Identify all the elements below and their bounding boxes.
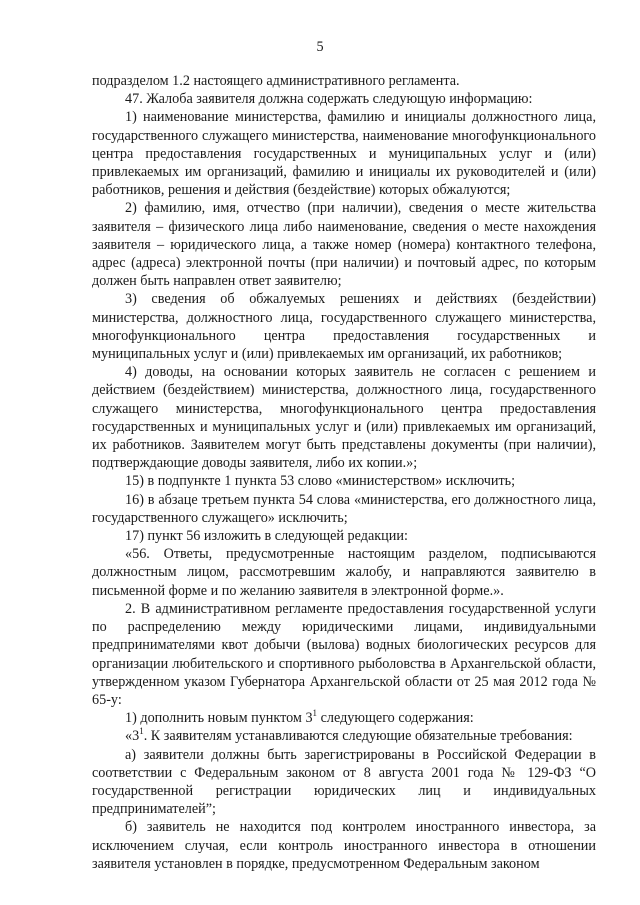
paragraph: 15) в подпункте 1 пункта 53 слово «министерством» исключить; [125, 473, 516, 490]
document-body [92, 72, 596, 873]
paragraph: 2) фамилию, имя, отчество (при наличии), сведения о месте жительства заявителя – физического лица либо наименование, сведения о месте нахождения заявителя – юридического лица, а также номер (номера) контактного телефона, адрес (адреса) электронной почты (при наличии) и почтовый адрес, по которым должен быть направлен ответ заявителю; [92, 200, 596, 290]
paragraph: 2. В административном регламенте предоставления государственной услуги по распределению между юридическими лицами, индивидуальными предпринимателями квот добычи (вылова) водных биологических ресурсов для организации любительского и спортивного рыболовства в Архангельской области, утвержденном указом Губернатора Архангельской области от 25 мая 2012 года № 65-у: [92, 600, 596, 708]
paragraph: 17) пункт 56 изложить в следующей редакции: [125, 528, 408, 545]
paragraph: 4) доводы, на основании которых заявитель не согласен с решением и действием (бездействием) министерства, должностного лица, государственного служащего министерства, многофункционального центра предоставления государственных и муниципальных услуг и (или) привлекаемых им организаций, их работников. Заявителем могут быть представлены документы (при наличии), подтверждающие доводы заявителя, либо их копии.»; [92, 364, 596, 472]
paragraph: «56. Ответы, предусмотренные настоящим разделом, подписываются должностным лицом, рассмотревшим жалобу, и направляются заявителю в письменной форме и по желанию заявителя в электронной форме.». [92, 546, 596, 599]
paragraph: а) заявители должны быть зарегистрированы в Российской Федерации в соответствии с Федеральным законом от 8 августа 2001 года № 129-ФЗ “О государственной регистрации юридических лиц и индивидуальных предпринимателей”; [92, 746, 596, 818]
paragraph: 1) дополнить новым пунктом $3^1$ следующего содержания: [125, 708, 474, 727]
paragraph: 47. Жалоба заявителя должна содержать следующую информацию: [125, 91, 533, 108]
paragraph: «$3^1$. К заявителям устанавливаются следующие обязательные требования: [125, 726, 573, 745]
paragraph: 16) в абзаце третьем пункта 54 слова «министерства, его должностного лица, государственного служащего» исключить; [92, 491, 596, 526]
paragraph: б) заявитель не находится под контролем иностранного инвестора, за исключением случая, если контроль иностранного инвестора в отношении заявителя установлен в порядке, предусмотренном Федеральным законом [92, 819, 596, 872]
page-number: 5 [316, 39, 324, 55]
paragraph: подразделом 1.2 настоящего административного регламента. [92, 73, 460, 89]
paragraph: 1) наименование министерства, фамилию и инициалы должностного лица, государственного служащего министерства, наименование многофункционального центра предоставления государственных и муниципальных услуг и (или) привлекаемых им организаций, фамилию и инициалы их руководителей и (или) работников, решения и действия (бездействие) которых обжалуются; [92, 109, 596, 199]
paragraph: 3) сведения об обжалуемых решениях и действиях (бездействии) министерства, должностного лица, государственного служащего министерства, многофункционального центра предоставления государственных и муниципальных услуг и (или) привлекаемых им организаций, их работников; [92, 291, 596, 363]
